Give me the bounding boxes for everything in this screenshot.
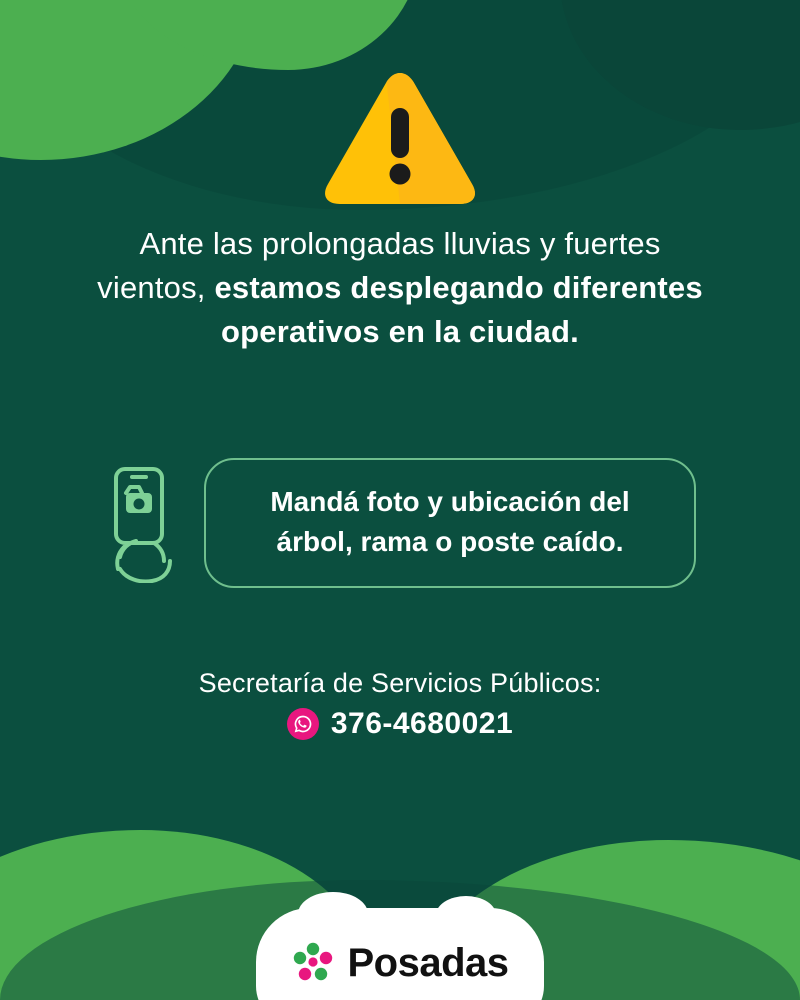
headline-line2-light-text: vientos, [97, 270, 206, 306]
whatsapp-icon [287, 708, 319, 740]
callout-line-1: Mandá foto y ubicación del [270, 486, 630, 517]
contact-block [0, 668, 800, 741]
whatsapp-glyph-icon [293, 714, 313, 734]
phone-camera-in-hand-icon [104, 463, 182, 583]
headline-line3-text: operativos en la ciudad. [221, 314, 579, 350]
headline-line1-text: Ante las prolongadas lluvias y fuertes [139, 226, 661, 261]
callout-box [204, 458, 696, 588]
headline-line-1 [50, 222, 750, 266]
warning-icon-wrap [0, 72, 800, 206]
headline-line-2 [50, 266, 750, 310]
callout-line-2: árbol, rama o poste caído. [276, 525, 624, 557]
page-headline [50, 222, 750, 354]
headline-line-3 [50, 310, 750, 354]
logo-inner [291, 941, 508, 986]
logo-wordmark: Posadas [347, 940, 509, 985]
headline-line2-bold-text: estamos desplegando diferentes [214, 270, 703, 306]
contact-phone-number: 376-4680021 [330, 707, 514, 740]
posadas-flower-icon [291, 941, 335, 985]
warning-triangle-icon [324, 72, 476, 206]
logo-badge [256, 908, 544, 1000]
contact-title: Secretaría de Servicios Públicos: [198, 668, 602, 698]
contact-phone-row [0, 707, 800, 741]
callout-row [0, 458, 800, 588]
